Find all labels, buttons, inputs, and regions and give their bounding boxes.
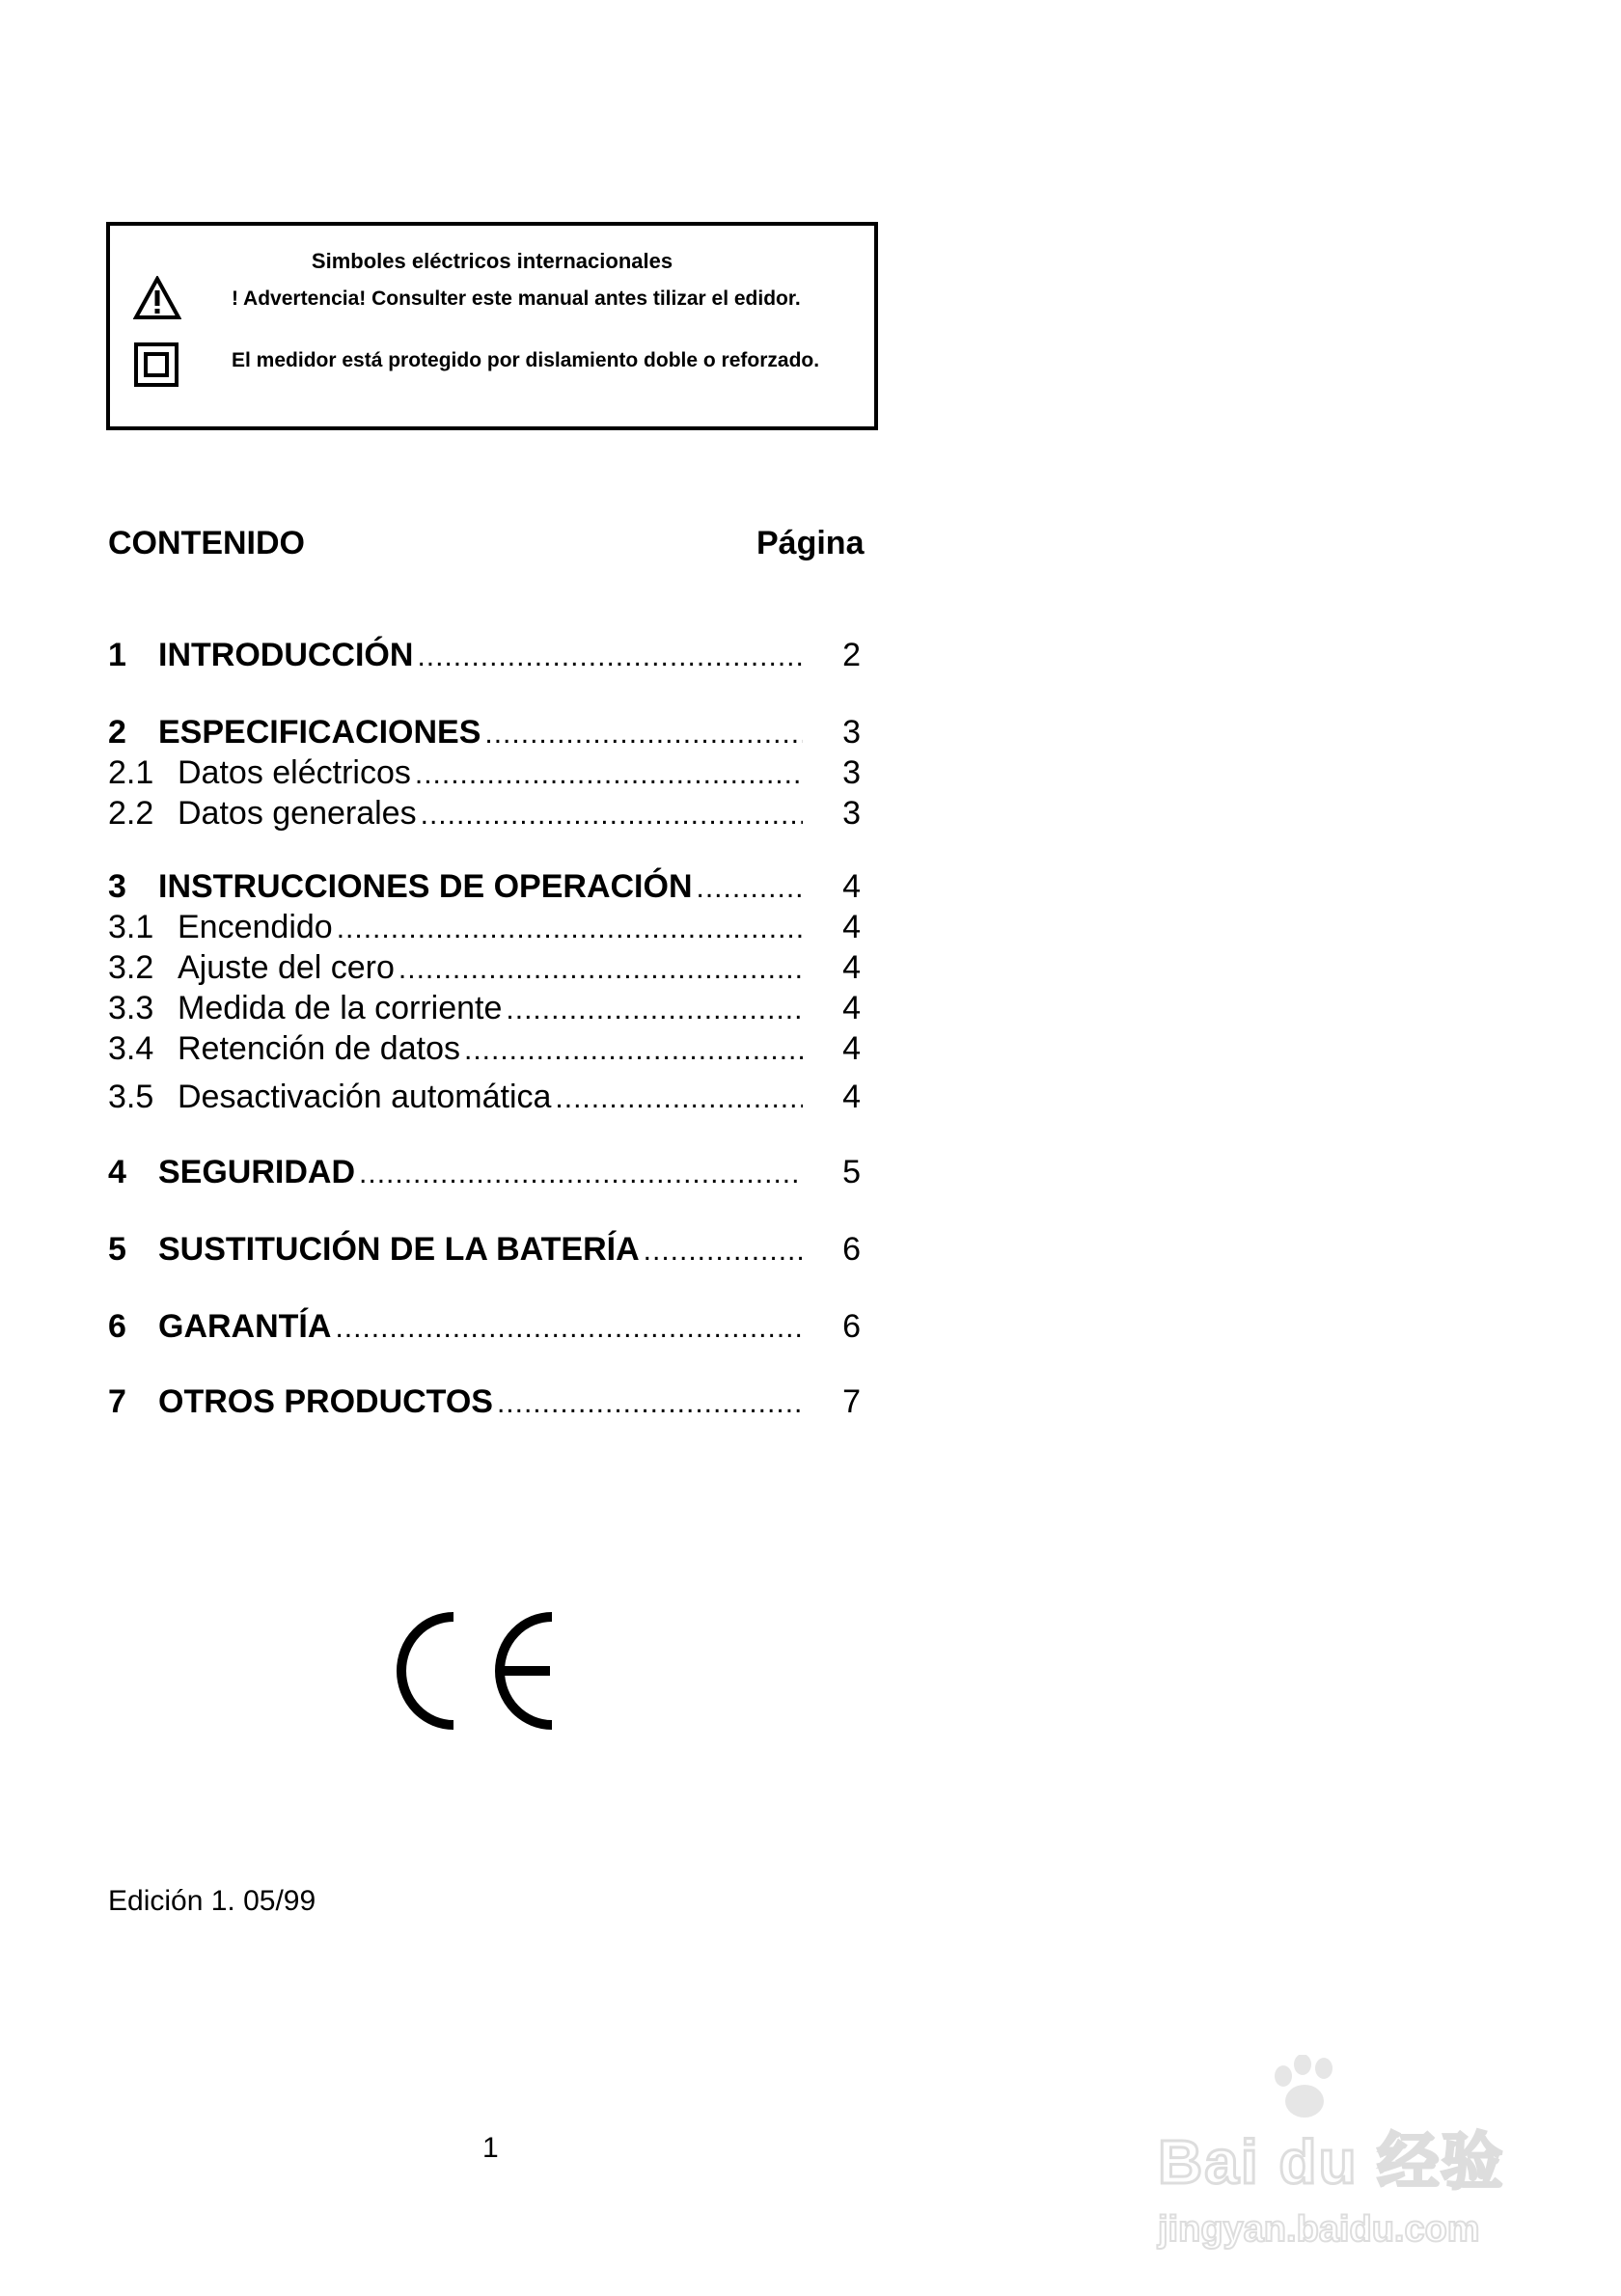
watermark-brand: Bai du 经验 — [1158, 2127, 1505, 2197]
toc-leader-dots — [398, 953, 803, 986]
toc-entry — [108, 909, 861, 951]
toc-title: OTROS PRODUCTOS — [158, 1383, 493, 1420]
double-insulation-text: El medidor está protegido por dislamiento doble o reforzado. — [232, 349, 820, 371]
toc-page: 4 — [842, 868, 861, 905]
toc-page: 6 — [842, 1308, 861, 1345]
toc-title: GARANTÍA — [158, 1308, 332, 1345]
toc-page: 3 — [842, 714, 861, 751]
toc-title: SEGURIDAD — [158, 1154, 356, 1190]
toc-entry — [108, 1154, 861, 1196]
toc-title: Ajuste del cero — [178, 949, 395, 986]
toc-page: 5 — [842, 1154, 861, 1190]
toc-leader-dots — [415, 758, 803, 791]
toc-entry — [108, 754, 861, 797]
toc-entry — [108, 1231, 861, 1273]
toc-page: 6 — [842, 1231, 861, 1268]
toc-number: 4 — [108, 1154, 126, 1190]
toc-entry — [108, 949, 861, 992]
toc-entry — [108, 1383, 861, 1426]
warning-triangle-icon — [133, 276, 181, 325]
toc-entry — [108, 795, 861, 837]
toc-entry — [108, 990, 861, 1032]
toc-leader-dots — [555, 1082, 803, 1115]
toc-number: 5 — [108, 1231, 126, 1268]
toc-page: 4 — [842, 1030, 861, 1067]
toc-page: 7 — [842, 1383, 861, 1420]
toc-title: INTRODUCCIÓN — [158, 637, 414, 673]
toc-leader-dots — [644, 1235, 803, 1268]
toc-page: 4 — [842, 990, 861, 1026]
edition-label: Edición 1. 05/99 — [108, 1885, 316, 1917]
toc-entry — [108, 1308, 861, 1351]
toc-title: SUSTITUCIÓN DE LA BATERÍA — [158, 1231, 640, 1268]
watermark-url: jingyan.baidu.com — [1158, 2209, 1480, 2250]
toc-number: 2 — [108, 714, 126, 751]
toc-number: 6 — [108, 1308, 126, 1345]
toc-leader-dots — [464, 1034, 803, 1067]
toc-number: 3.2 — [108, 949, 154, 986]
toc-leader-dots — [497, 1387, 803, 1420]
toc-title: Medida de la corriente — [178, 990, 503, 1026]
toc-entry — [108, 637, 861, 679]
contents-heading: CONTENIDO — [108, 525, 305, 561]
toc-leader-dots — [697, 872, 804, 905]
toc-page: 2 — [842, 637, 861, 673]
toc-entry — [108, 1030, 861, 1073]
toc-leader-dots — [484, 718, 803, 751]
toc-title: Datos generales — [178, 795, 417, 832]
toc-entry — [108, 714, 861, 756]
toc-page: 4 — [842, 949, 861, 986]
toc-title: INSTRUCCIONES DE OPERACIÓN — [158, 868, 693, 905]
toc-number: 2.1 — [108, 754, 154, 791]
toc-page: 4 — [842, 1079, 861, 1115]
toc-title: Datos eléctricos — [178, 754, 411, 791]
toc-entry — [108, 1079, 861, 1121]
toc-page: 3 — [842, 754, 861, 791]
toc-number: 1 — [108, 637, 126, 673]
toc-leader-dots — [337, 913, 803, 945]
symbols-box-title: Simboles eléctricos internacionales — [311, 249, 673, 273]
toc-page: 4 — [842, 909, 861, 945]
page-number: 1 — [482, 2132, 499, 2164]
electrical-symbols-box — [106, 222, 878, 430]
toc-number: 2.2 — [108, 795, 154, 832]
toc-leader-dots — [417, 641, 803, 673]
toc-page: 3 — [842, 795, 861, 832]
toc-title: ESPECIFICACIONES — [158, 714, 481, 751]
toc-number: 3.3 — [108, 990, 154, 1026]
toc-number: 3 — [108, 868, 126, 905]
warning-text: ! Advertencia! Consulter este manual antes tilizar el edidor. — [232, 287, 801, 310]
toc-leader-dots — [506, 994, 803, 1026]
toc-entry — [108, 868, 861, 911]
toc-leader-dots — [421, 799, 803, 832]
double-insulation-icon — [133, 342, 179, 393]
toc-title: Encendido — [178, 909, 333, 945]
toc-title: Retención de datos — [178, 1030, 460, 1067]
toc-leader-dots — [335, 1312, 803, 1345]
toc-leader-dots — [359, 1158, 803, 1190]
toc-number: 3.5 — [108, 1079, 154, 1115]
toc-number: 7 — [108, 1383, 126, 1420]
ce-mark-icon — [396, 1605, 560, 1741]
toc-number: 3.1 — [108, 909, 154, 945]
toc-title: Desactivación automática — [178, 1079, 552, 1115]
toc-number: 3.4 — [108, 1030, 154, 1067]
page-column-heading: Página — [756, 525, 865, 561]
